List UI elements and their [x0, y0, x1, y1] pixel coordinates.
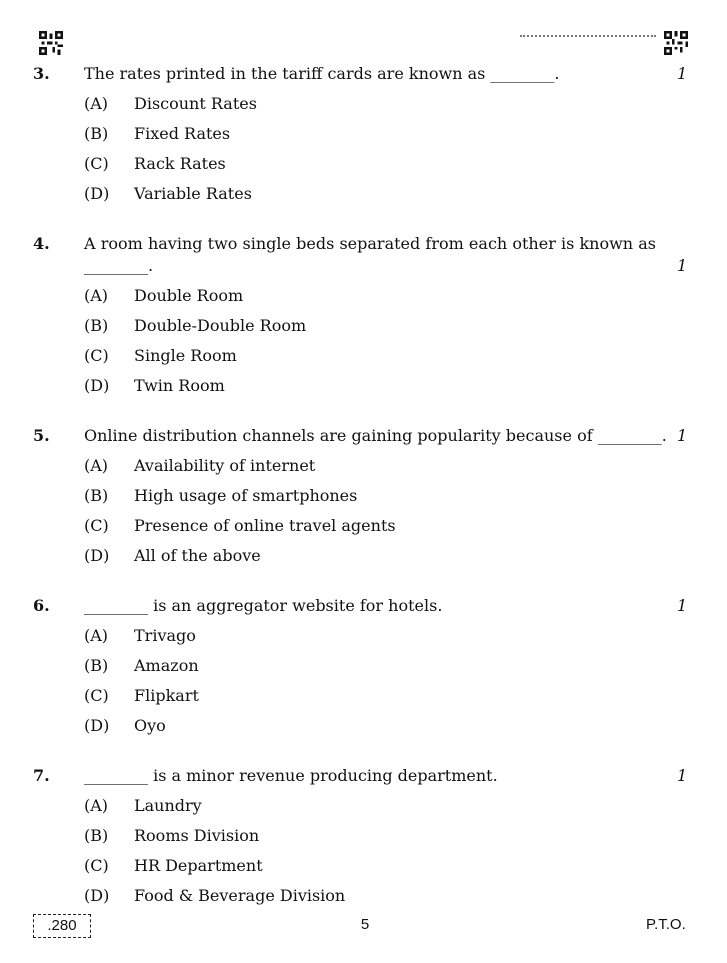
question-marks: 1: [677, 256, 688, 275]
option-b: [0, 119, 727, 149]
option-b: [0, 311, 727, 341]
qr-code-icon-left: [39, 31, 63, 55]
option-text: Food & Beverage Division: [134, 886, 346, 905]
micro-text-line: [520, 35, 656, 39]
option-text: Variable Rates: [134, 184, 252, 203]
option-label: (D): [84, 886, 110, 905]
option-label: (A): [84, 286, 109, 305]
option-label: (D): [84, 184, 110, 203]
option-text: Flipkart: [134, 686, 199, 705]
question-marks: 1: [677, 64, 688, 83]
question-text: The rates printed in the tariff cards are known as ________.: [84, 64, 560, 83]
question-number: 3.: [33, 64, 50, 83]
option-text: Availability of internet: [134, 456, 316, 475]
option-b: [0, 821, 727, 851]
question-7: [0, 761, 727, 911]
option-label: (C): [84, 154, 109, 173]
option-a: [0, 791, 727, 821]
option-label: (A): [84, 456, 109, 475]
option-text: Single Room: [134, 346, 237, 365]
option-text: Double-Double Room: [134, 316, 307, 335]
option-text: Presence of online travel agents: [134, 516, 396, 535]
option-text: Rack Rates: [134, 154, 226, 173]
option-label: (B): [84, 826, 109, 845]
option-a: [0, 281, 727, 311]
question-number: 5.: [33, 426, 50, 445]
option-d: [0, 371, 727, 401]
option-label: (C): [84, 856, 109, 875]
option-d: [0, 541, 727, 571]
page-number: 5: [360, 916, 370, 933]
option-label: (A): [84, 796, 109, 815]
option-a: [0, 621, 727, 651]
option-text: Twin Room: [134, 376, 225, 395]
question-6: [0, 591, 727, 741]
option-text: Amazon: [134, 656, 199, 675]
option-label: (B): [84, 656, 109, 675]
question-number: 6.: [33, 596, 50, 615]
question-text-line-2: ________.: [84, 256, 154, 275]
option-label: (C): [84, 346, 109, 365]
option-text: High usage of smartphones: [134, 486, 358, 505]
option-a: [0, 89, 727, 119]
question-text: ________ is an aggregator website for hotels.: [84, 596, 443, 615]
option-label: (B): [84, 316, 109, 335]
question-3: [0, 59, 727, 209]
question-4: [0, 229, 727, 401]
option-text: HR Department: [134, 856, 263, 875]
paper-code-box: .280: [33, 914, 91, 938]
option-b: [0, 651, 727, 681]
option-text: All of the above: [134, 546, 261, 565]
option-label: (C): [84, 686, 109, 705]
option-text: Laundry: [134, 796, 202, 815]
option-label: (D): [84, 546, 110, 565]
question-marks: 1: [677, 596, 688, 615]
qr-code-icon-right: [664, 31, 688, 55]
option-d: [0, 179, 727, 209]
option-text: Rooms Division: [134, 826, 260, 845]
question-5: [0, 421, 727, 571]
option-d: [0, 881, 727, 911]
option-c: [0, 511, 727, 541]
option-b: [0, 481, 727, 511]
question-text: Online distribution channels are gaining popularity because of ________.: [84, 426, 667, 445]
option-c: [0, 851, 727, 881]
pto-label: P.T.O.: [646, 916, 686, 933]
option-text: Fixed Rates: [134, 124, 231, 143]
option-a: [0, 451, 727, 481]
option-label: (A): [84, 626, 109, 645]
option-label: (B): [84, 124, 109, 143]
option-d: [0, 711, 727, 741]
option-text: Double Room: [134, 286, 244, 305]
option-c: [0, 681, 727, 711]
question-marks: 1: [677, 766, 688, 785]
question-marks: 1: [677, 426, 688, 445]
option-text: Oyo: [134, 716, 166, 735]
question-text: ________ is a minor revenue producing department.: [84, 766, 498, 785]
question-text-line-1: A room having two single beds separated from each other is known as: [84, 234, 656, 253]
option-label: (A): [84, 94, 109, 113]
option-label: (D): [84, 376, 110, 395]
option-label: (C): [84, 516, 109, 535]
option-c: [0, 341, 727, 371]
option-label: (B): [84, 486, 109, 505]
option-label: (D): [84, 716, 110, 735]
question-number: 7.: [33, 766, 50, 785]
option-text: Trivago: [134, 626, 196, 645]
option-c: [0, 149, 727, 179]
question-number: 4.: [33, 234, 50, 253]
option-text: Discount Rates: [134, 94, 257, 113]
